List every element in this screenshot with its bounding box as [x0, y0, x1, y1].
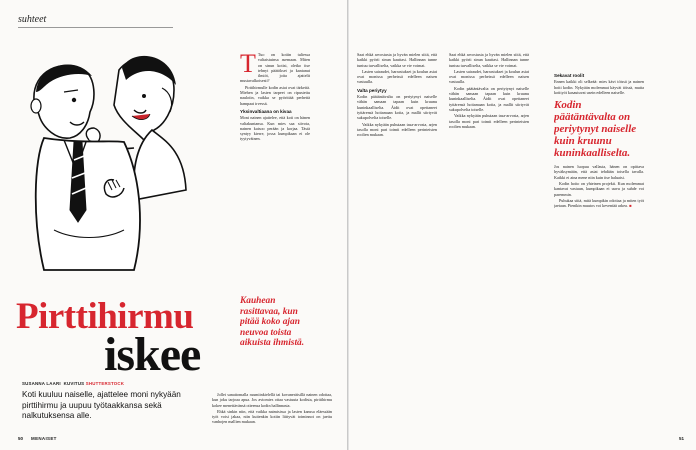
folio-right — [679, 436, 684, 441]
body-column-4 — [554, 70, 644, 430]
col4-paragraph-4: Puhukaa siitä, mitä kumpikin odottaa ja miten työt jaetaan. Pienikin muutos voi keventää arkea. ■ — [554, 197, 644, 209]
end-mark: ■ — [628, 203, 632, 209]
col2-paragraph-1: T Tuo on kotiin tuliessa valtaistuinsa asemaan. Miten on sinun kotisi, oletko itse tehnyt päätökset ja kantanut ilmiöt, joita ajattelit mustavalkoisesti? — [240, 52, 310, 84]
page-number-left: 50 — [18, 436, 24, 441]
section-rule — [18, 27, 173, 28]
byline-author: SUSANNA LAARI — [22, 381, 61, 386]
right-page — [349, 0, 696, 450]
col1-paragraph-2: Ehkä sinkin niin, että vaikka naimisissa ja lasten kanssa eläessään työt voisi jakaa, niin kuitenkin kotiin liittyvät toiminnot on jaettu vanhojen mallien mukaan. — [212, 408, 332, 425]
col2-paragraph-2: Pirttihirmulle kodin asiat ovat tärkeitä. Miehen ja lasten tarpeet on ripustettu nauloiin, vaikka se pyörittää perhettä hampaat irvessä. — [240, 84, 310, 106]
body-column-3 — [357, 52, 437, 432]
col3-paragraph-2: Lasten sairaudet, harrastukset ja koulun asiat ovat monissa perheissä edelleen naisen vastuulla. — [357, 68, 437, 85]
col2-subheading: Yksinvaltiaana on kivaa — [240, 108, 292, 114]
col3-paragraph-1: Saat ehkä arvostusta ja hyvän mielen siitä, että kaikki pyörii sinun kauttasi. Hallinnan tunne tuntuu turvalliselta, vaikka se vie voimat. — [357, 52, 437, 68]
folio-left — [18, 436, 57, 441]
col3-paragraph-3: Kodin päätäntävalta on periytynyt naiselle vähän samaan tapaan kuin kruunu kuninkaalliselta. Äidit ovat opettaneet tyttärensä hoitamaan kotia, ja mallit siirtyvät sukupolvelta toiselle. — [357, 94, 437, 121]
lead-paragraph: Koti kuuluu naiselle, ajattelee moni nykyään pirttihirmu ja uupuu työtaakkansa sekä nalkutuksensa alle. — [22, 390, 181, 420]
col4-paragraph-3: Kodin hoito on yhteinen projekti. Kun molemmat kantavat vastuun, kumpikaan ei uuvu ja suhde voi paremmin. — [554, 181, 644, 197]
col3b-paragraph-3: Kodin päätäntävalta on periytynyt naiselle vähän samaan tapaan kuin kruunu kuninkaalliselta. Äidit ovat opettaneet tyttärensä hoitamaan kotia, ja mallit siirtyvät sukupolvelta toiselle. — [449, 85, 529, 112]
article-title-line2: iskee — [104, 328, 201, 381]
col4-paragraph-1: Ennen kaikki oli selkeää: mies kävi töissä ja nainen hoiti kodin. Nykyään molemmat käyvät töissä, mutta kotityöt kasautuvat usein edelleen naiselle. — [554, 79, 644, 95]
article-title-line1: Pirttihirmu — [16, 296, 194, 337]
dropcap: T — [240, 52, 256, 78]
pull-quote-right: Kodin päätäntävalta on periytynyt naiselle kuin kruunu kuninkaalliselta. — [554, 99, 637, 160]
byline — [22, 381, 124, 386]
col3-subheading: Valta periytyy — [357, 87, 387, 93]
section-tag: suhteet — [18, 14, 47, 25]
body-column-2 — [240, 52, 310, 292]
body-column-1 — [212, 392, 332, 434]
col3b-paragraph-2: Lasten sairaudet, harrastukset ja koulun asiat ovat monissa perheissä edelleen naisen vastuulla. — [449, 68, 529, 85]
byline-kuvat-source: SHUTTERSTOCK — [85, 381, 125, 386]
col3b-paragraph-4: Vaikka nykyään puhutaan tasa-arvosta, arjen tasolla moni pari toimii edelleen perinteisten roolien mukaan. — [449, 113, 529, 129]
col2-paragraph-3: Moni nainen ajattelee, että koti on hänen valtakuntansa. Kun mies saa siivota, nainen katsoo perään ja korjaa. Tästä syntyy kierre, jossa kumpikaan ei ole tyytyväinen. — [240, 115, 310, 142]
page-number-right: 51 — [679, 436, 685, 441]
pull-quote-left: Kauhean rasittavaa, kun pitää koko ajan neuvoa toista aikuista ihmistä. — [240, 296, 305, 348]
magazine-name: MENAISET — [31, 436, 57, 441]
col4-subheading: Sekavat roolit — [554, 73, 585, 78]
body-column-3b — [449, 52, 529, 432]
couple-illustration — [14, 30, 194, 300]
col1-paragraph-1: Jollei sanattomalla ruumiinkielellä tai kovaneräisillä nainen odottaa, kun joku tarjoaa apua. Jos aviomies ottaa vastuuta kodista, pirttihirmu kokee menettävänsä otteensa kodin hallinnasta. — [212, 392, 332, 408]
col3-paragraph-4: Vaikka nykyään puhutaan tasa-arvosta, arjen tasolla moni pari toimii edelleen perinteisten roolien mukaan. — [357, 121, 437, 138]
byline-kuvat-label: KUVITUS — [63, 381, 85, 386]
left-page — [0, 0, 347, 450]
col4-paragraph-2: Jos nainen luopuu vallasta, hänen on opittava hyväksymään, että asiat tehdään toisella tavalla. Kaikki ei aina mene niin kuin itse haluaisi. — [554, 164, 644, 180]
col3b-paragraph-1: Saat ehkä arvostusta ja hyvän mielen siitä, että kaikki pyörii sinun kauttasi. Hallinnan tunne tuntuu turvalliselta, vaikka se vie voimat. — [449, 52, 529, 68]
